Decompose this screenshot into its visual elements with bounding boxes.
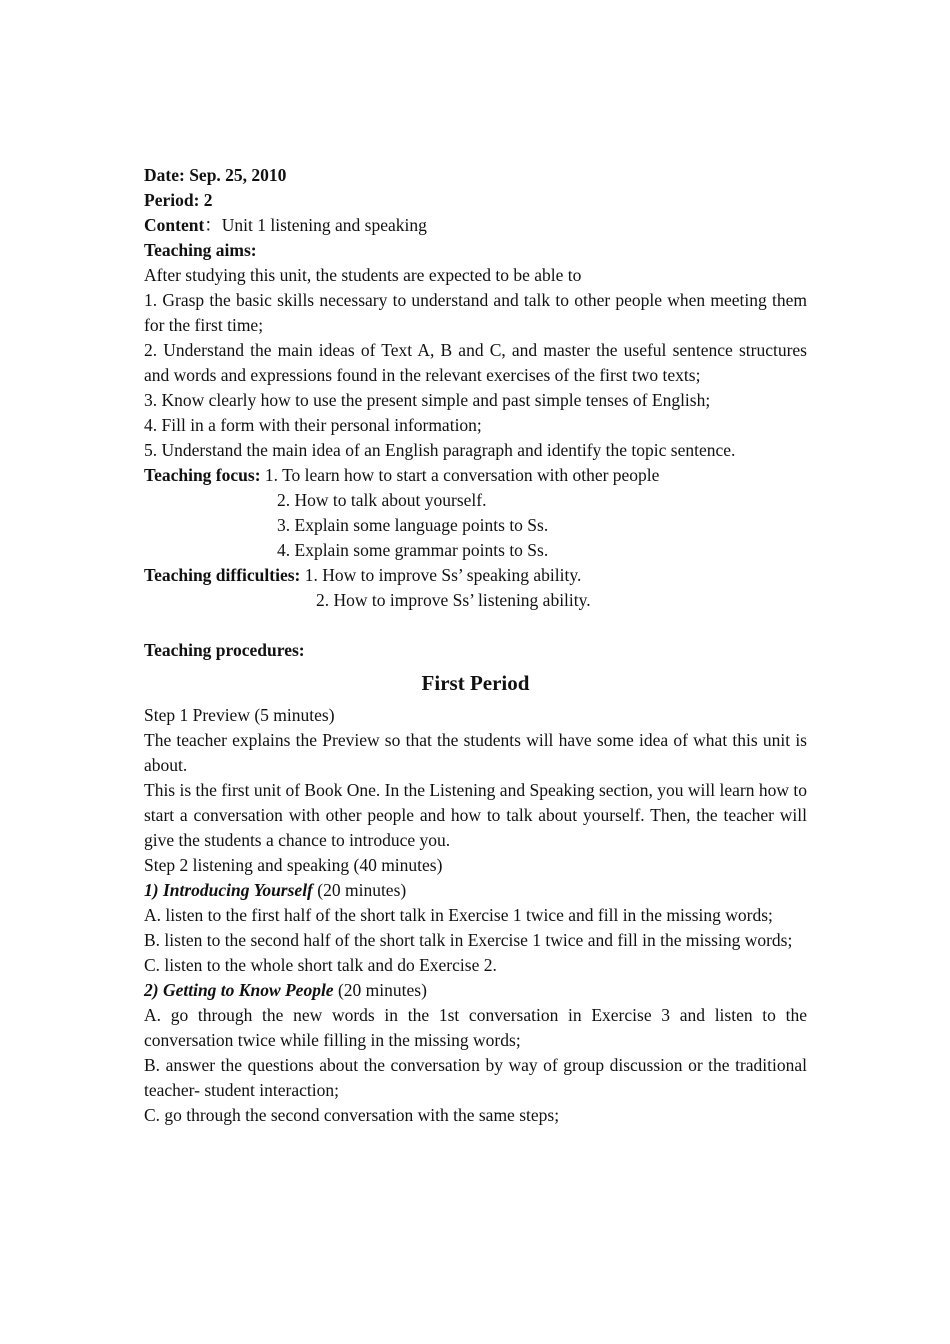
teaching-focus-item: 4. Explain some grammar points to Ss. — [277, 540, 549, 560]
teaching-focus-item: 2. How to talk about yourself. — [277, 490, 487, 510]
subsection-2-item: C. go through the second conversation with the same steps; — [144, 1105, 560, 1125]
subsection-2-heading — [144, 978, 807, 1003]
step1-title: Step 1 Preview (5 minutes) — [144, 705, 335, 725]
subsection-1-heading — [144, 878, 807, 903]
subsection-1-time: (20 minutes) — [312, 880, 407, 900]
teaching-aim-item: 4. Fill in a form with their personal information; — [144, 415, 482, 435]
teaching-focus-item: 3. Explain some language points to Ss. — [277, 515, 549, 535]
teaching-aim-item: 5. Understand the main idea of an English paragraph and identify the topic sentence. — [144, 440, 736, 460]
lesson-plan — [144, 163, 807, 1128]
teaching-aim-item: 2. Understand the main ideas of Text A, B and C, and master the useful sentence structures and words and expressions found in the relevant exercises of the first two texts; — [144, 340, 807, 385]
period-label: Period: — [144, 190, 200, 210]
teaching-focus-label: Teaching focus: — [144, 465, 261, 485]
subsection-2-item: B. answer the questions about the conversation by way of group discussion or the traditional teacher- student interaction; — [144, 1055, 807, 1100]
teaching-aims-intro: After studying this unit, the students are expected to be able to — [144, 265, 582, 285]
step2-title: Step 2 listening and speaking (40 minutes) — [144, 855, 443, 875]
first-period-title: First Period — [421, 671, 530, 695]
period-line — [144, 188, 807, 213]
content-line — [144, 213, 807, 238]
teaching-difficulty-item: 2. How to improve Ss’ listening ability. — [316, 590, 591, 610]
teaching-focus-item: 1. To learn how to start a conversation with other people — [264, 465, 660, 485]
date-label: Date: — [144, 165, 185, 185]
step1-paragraph: The teacher explains the Preview so that the students will have some idea of what this unit is about. — [144, 730, 807, 775]
teaching-aim-item: 3. Know clearly how to use the present simple and past simple tenses of English; — [144, 390, 711, 410]
teaching-difficulty-item: 1. How to improve Ss’ speaking ability. — [304, 565, 582, 585]
subsection-1-item: A. listen to the first half of the short talk in Exercise 1 twice and fill in the missing words; — [144, 905, 773, 925]
subsection-2-item: A. go through the new words in the 1st conversation in Exercise 3 and listen to the conversation twice while filling in the missing words; — [144, 1005, 807, 1050]
teaching-procedures-heading: Teaching procedures: — [144, 640, 305, 660]
teaching-aims-heading: Teaching aims: — [144, 240, 257, 260]
date-value: Sep. 25, 2010 — [189, 165, 287, 185]
teaching-difficulties-line — [144, 563, 807, 588]
content-separator: ： — [204, 215, 222, 235]
subsection-2-title: 2) Getting to Know People — [144, 980, 334, 1000]
spacer — [144, 613, 807, 638]
subsection-2-time: (20 minutes) — [333, 980, 427, 1000]
teaching-focus-line — [144, 463, 807, 488]
teaching-difficulties-label: Teaching difficulties: — [144, 565, 301, 585]
period-value: 2 — [203, 190, 213, 210]
content-label: Content — [144, 215, 205, 235]
teaching-aim-item: 1. Grasp the basic skills necessary to understand and talk to other people when meeting them for the first time; — [144, 290, 807, 335]
content-value: Unit 1 listening and speaking — [221, 215, 427, 235]
subsection-1-item: B. listen to the second half of the short talk in Exercise 1 twice and fill in the missing words; — [144, 930, 793, 950]
subsection-1-item: C. listen to the whole short talk and do Exercise 2. — [144, 955, 497, 975]
subsection-1-title: 1) Introducing Yourself — [144, 880, 313, 900]
date-line — [144, 163, 807, 188]
step1-paragraph: This is the first unit of Book One. In the Listening and Speaking section, you will learn how to start a conversation with other people and how to talk about yourself. Then, the teacher will give the students a chance to introduce you. — [144, 780, 807, 850]
